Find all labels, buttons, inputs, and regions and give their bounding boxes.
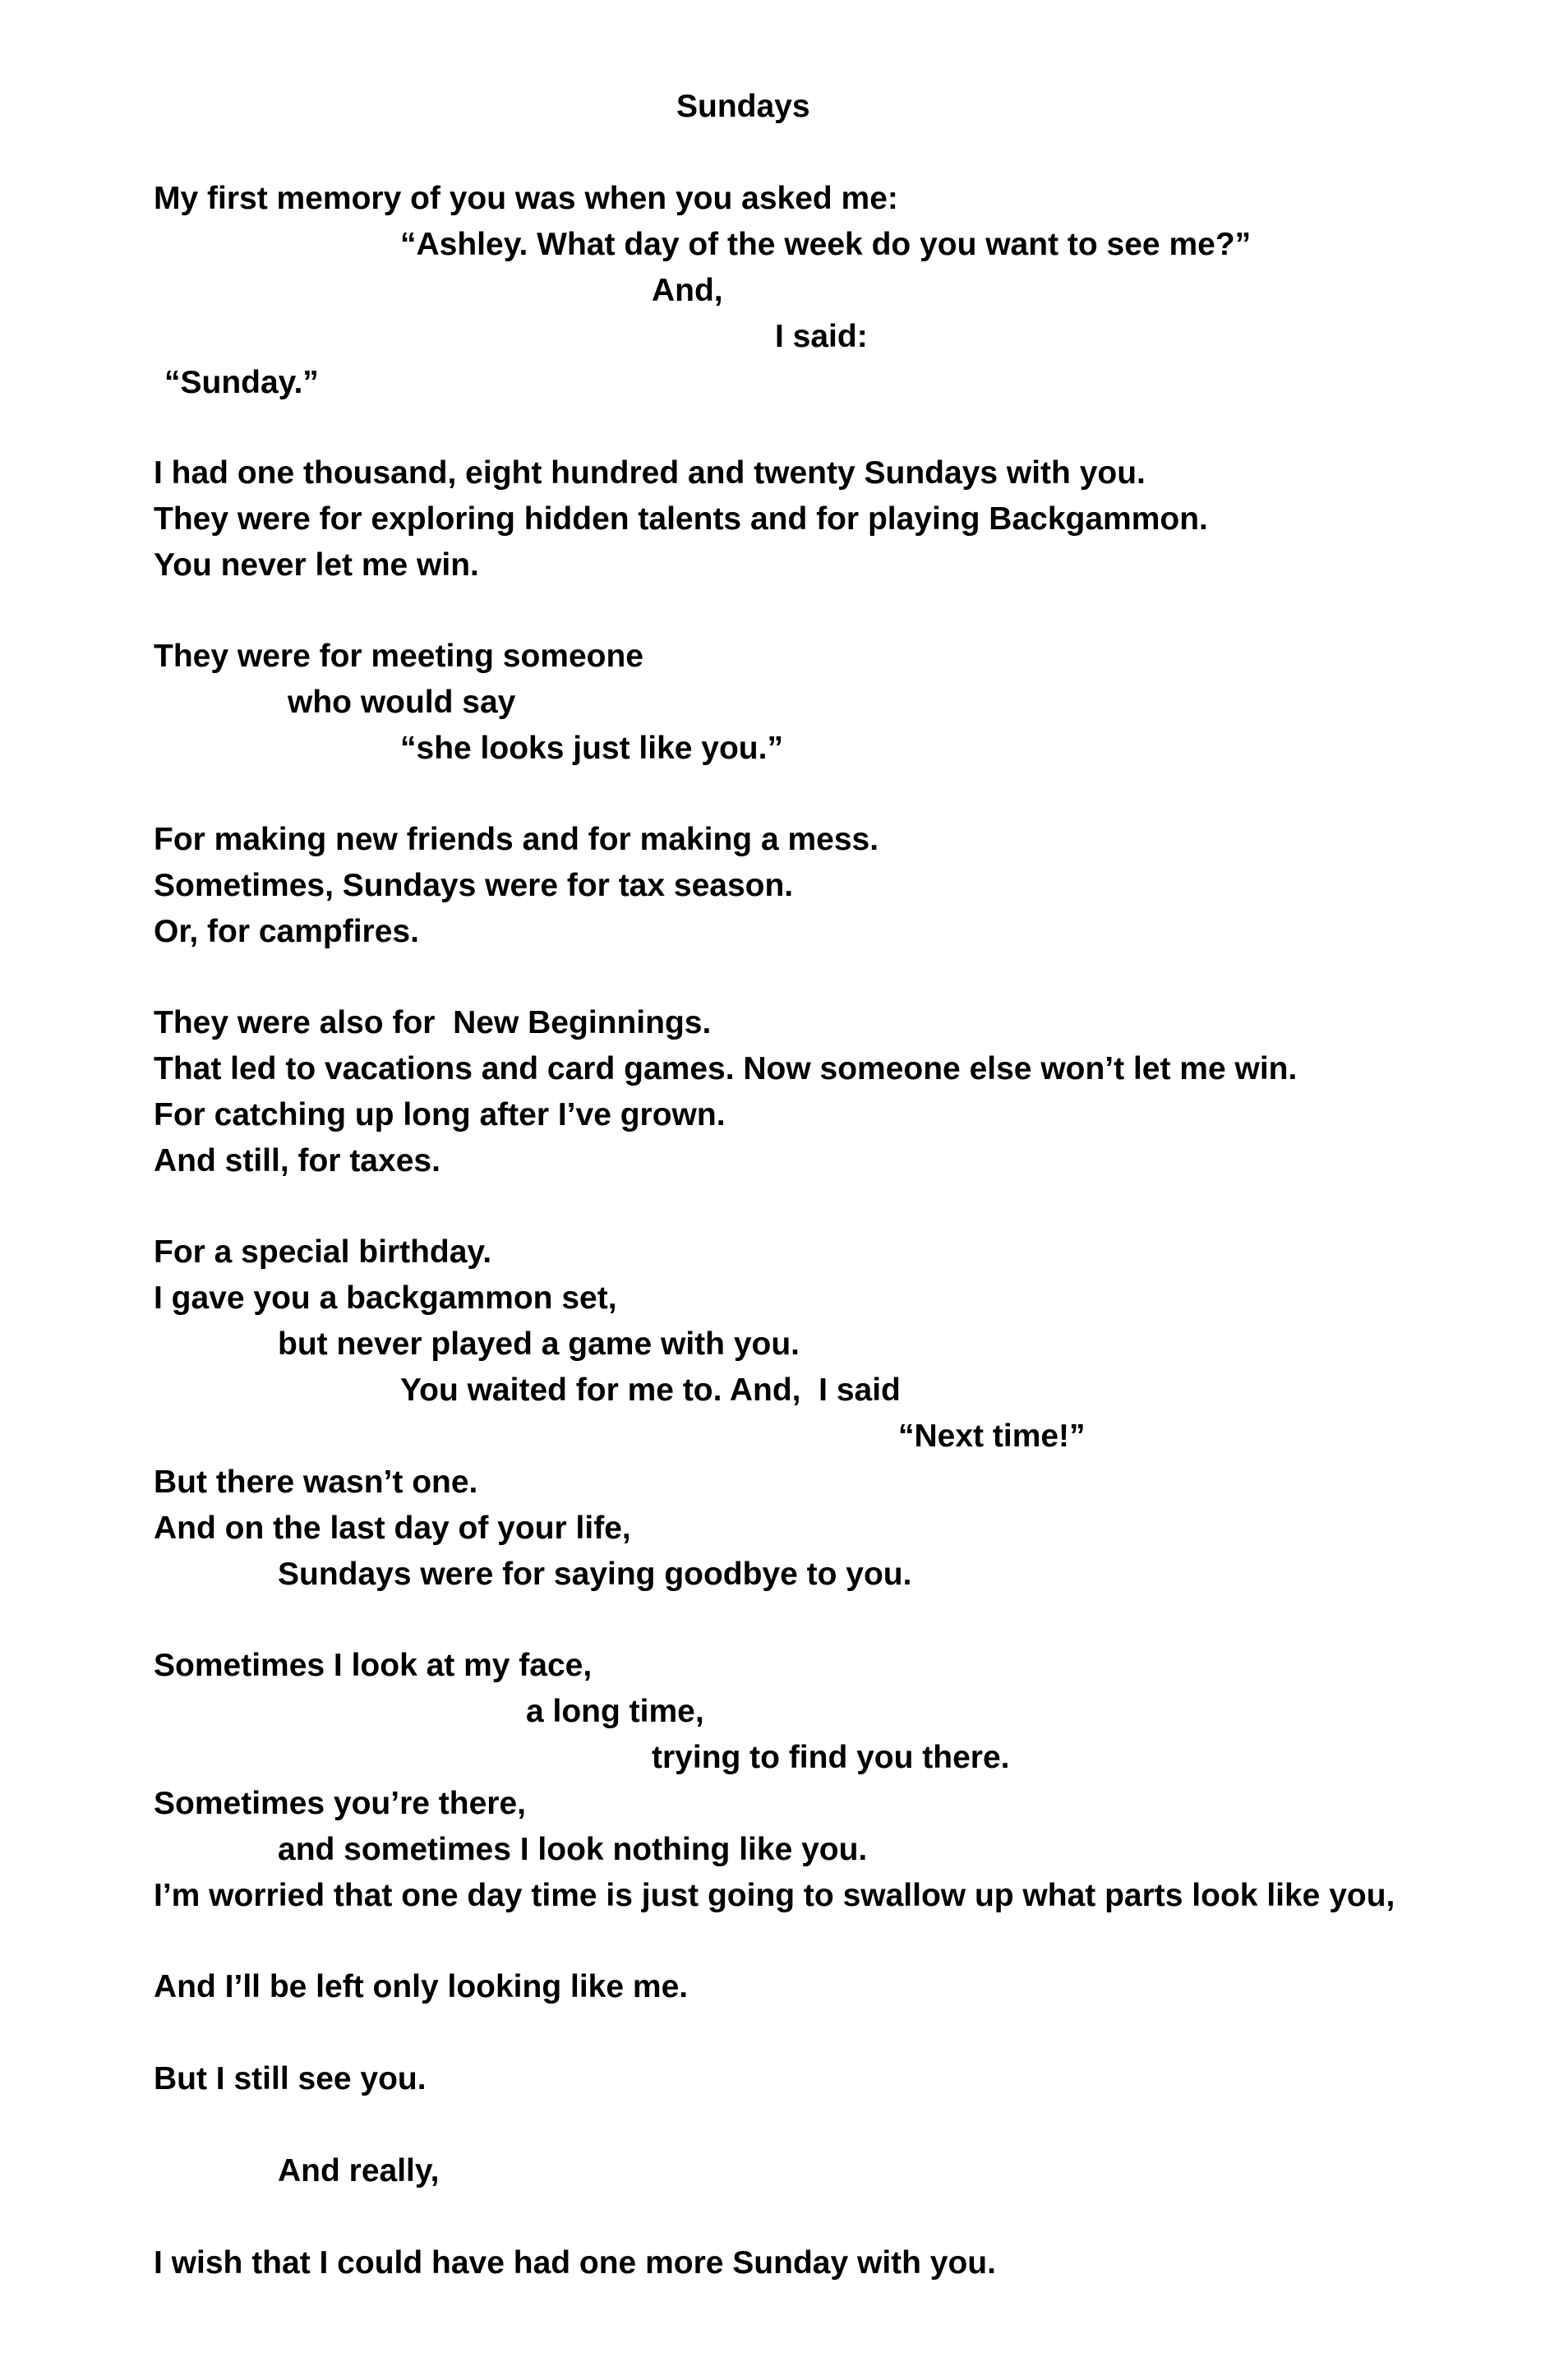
poem-line: Sometimes, Sundays were for tax season. xyxy=(154,868,794,903)
poem-line: trying to find you there. xyxy=(652,1740,1010,1775)
poem-line: “Ashley. What day of the week do you want to see me?” xyxy=(400,227,1252,262)
poem-title: Sundays xyxy=(676,89,810,124)
poem-line: “Sunday.” xyxy=(164,365,319,400)
poem-line: Sometimes I look at my face, xyxy=(154,1648,593,1683)
poem-line: But there wasn’t one. xyxy=(154,1464,478,1500)
poem-line: But I still see you. xyxy=(154,2061,427,2096)
poem-line: And on the last day of your life, xyxy=(154,1511,631,1546)
poem-line: I’m worried that one day time is just going to swallow up what parts look like you, xyxy=(154,1878,1395,1913)
poem-line: For a special birthday. xyxy=(154,1234,492,1270)
poem-line: a long time, xyxy=(526,1694,704,1729)
poem-line: Or, for campfires. xyxy=(154,914,419,949)
poem-line: You waited for me to. And, I said xyxy=(400,1372,901,1408)
poem-line: For catching up long after I’ve grown. xyxy=(154,1097,726,1132)
poem-line: They were also for New Beginnings. xyxy=(154,1005,712,1040)
poem-line: That led to vacations and card games. Now someone else won’t let me win. xyxy=(154,1051,1298,1086)
poem-line: You never let me win. xyxy=(154,547,479,583)
poem-line: “she looks just like you.” xyxy=(400,731,783,766)
poem-line: I gave you a backgammon set, xyxy=(154,1280,617,1316)
poem-line: For making new friends and for making a mess. xyxy=(154,822,879,857)
poem-line: Sometimes you’re there, xyxy=(154,1786,526,1821)
poem-line: and sometimes I look nothing like you. xyxy=(278,1832,868,1867)
poem-line: I wish that I could have had one more Sunday with you. xyxy=(154,2245,996,2281)
poem-line: but never played a game with you. xyxy=(278,1326,800,1362)
poem-line: I said: xyxy=(775,319,868,354)
poem-line: They were for exploring hidden talents and for playing Backgammon. xyxy=(154,501,1208,537)
poem-line: My first memory of you was when you asked me: xyxy=(154,181,898,216)
poem-line: And really, xyxy=(278,2153,440,2189)
poem-line: “Next time!” xyxy=(898,1418,1086,1454)
poem-line: And still, for taxes. xyxy=(154,1143,440,1178)
poem-line: I had one thousand, eight hundred and twenty Sundays with you. xyxy=(154,455,1146,491)
poem-line: They were for meeting someone xyxy=(154,639,643,674)
poem-line: who would say xyxy=(288,685,516,720)
poem-line: And, xyxy=(652,273,723,308)
poem-line: Sundays were for saying goodbye to you. xyxy=(278,1557,912,1592)
poem-line: And I’ll be left only looking like me. xyxy=(154,1969,689,2004)
